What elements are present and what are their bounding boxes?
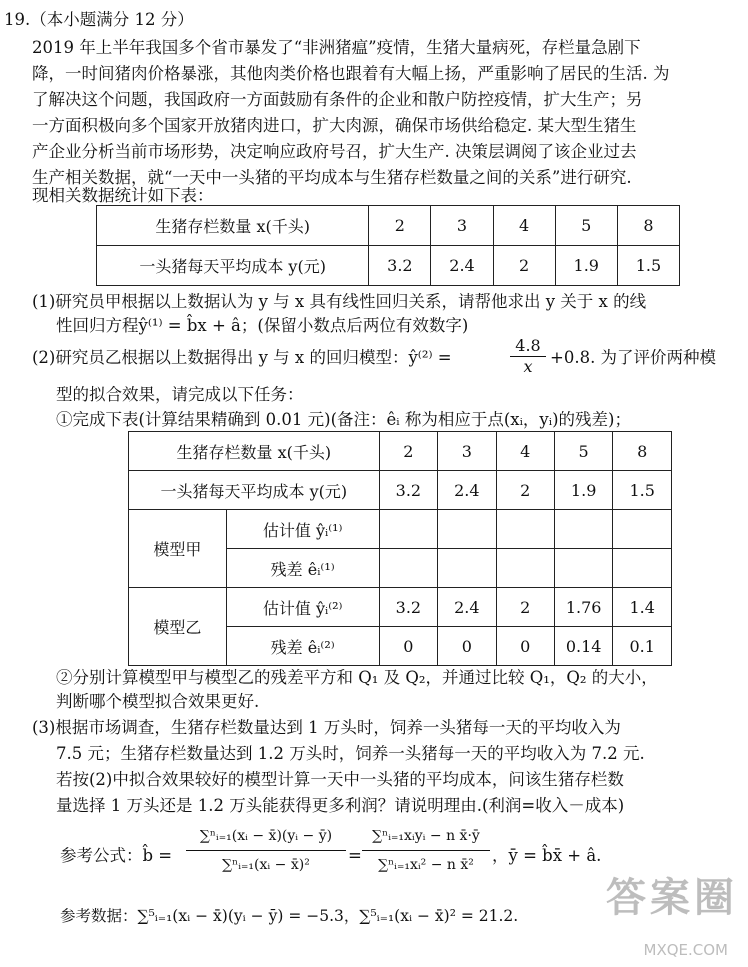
intro-line-2: 降，一时间猪肉价格暴涨，其他肉类价格也跟着有大幅上扬，严重影响了居民的生活. 为 [32, 64, 670, 83]
formula-num-1: ∑ⁿᵢ₌₁(xᵢ − x̄)(yᵢ − ȳ) [186, 822, 346, 851]
watermark-logo: 答案圈 [606, 875, 738, 921]
intro-line-3: 了解决这个问题，我国政府一方面鼓励有条件的企业和散户防控疫情，扩大生产；另 [32, 90, 643, 109]
t1-y-cell: 3.2 [369, 246, 431, 286]
t2-y-cell: 3.2 [379, 471, 437, 510]
res1-cell[interactable] [613, 549, 672, 588]
data-table-1 [96, 205, 680, 286]
t2-x-cell: 5 [554, 432, 613, 471]
t2-x-cell: 8 [613, 432, 672, 471]
q3-line-3: 若按(2)中拟合效果较好的模型计算一天中一头猪的平均成本，问该生猪存栏数 [56, 770, 624, 789]
q2-fraction-denominator: x [523, 357, 533, 376]
formula-num-2: ∑ⁿᵢ₌₁xᵢyᵢ − n x̄·ȳ [362, 822, 490, 851]
t1-x-cell: 8 [617, 206, 679, 246]
formula-equals: = [348, 846, 362, 865]
t2-y-cell: 1.9 [554, 471, 613, 510]
res2-cell: 0 [496, 627, 554, 666]
model-a-label: 模型甲 [129, 510, 227, 588]
res1-cell[interactable] [438, 549, 496, 588]
t1-x-label: 生猪存栏数量 x(千头) [97, 206, 369, 246]
est1-cell[interactable] [438, 510, 496, 549]
formula-fraction-1 [186, 822, 346, 879]
t1-x-cell: 5 [555, 206, 617, 246]
task2-line-1: ②分别计算模型甲与模型乙的残差平方和 Q₁ 及 Q₂，并通过比较 Q₁，Q₂ 的大小， [56, 668, 658, 687]
formula-tail: ，ȳ = b̂x̄ + â. [492, 846, 602, 865]
t2-y-cell: 1.5 [613, 471, 672, 510]
t2-y-cell: 2.4 [438, 471, 496, 510]
q2-line-1b: +0.8. 为了评价两种模 [550, 348, 717, 367]
q2-line-2: 型的拟合效果，请完成以下任务： [56, 385, 304, 404]
t1-y-cell: 1.9 [555, 246, 617, 286]
t1-y-label: 一头猪每天平均成本 y(元) [97, 246, 369, 286]
t1-y-cell: 2.4 [431, 246, 493, 286]
formula-den-2: ∑ⁿᵢ₌₁xᵢ² − n x̄² [378, 857, 474, 873]
intro-line-5: 产企业分析当前市场形势，决定响应政府号召，扩大生产. 决策层调阅了该企业过去 [32, 142, 637, 161]
t2-y-cell: 2 [496, 471, 554, 510]
est1-cell[interactable] [496, 510, 554, 549]
reference-data: 参考数据：∑⁵ᵢ₌₁(xᵢ − x̄)(yᵢ − ȳ) = −5.3，∑⁵ᵢ₌₁(xᵢ − x̄)² = 21.2. [60, 907, 519, 925]
res1-cell[interactable] [379, 549, 437, 588]
est1-cell[interactable] [554, 510, 613, 549]
q1-line-2: 性回归方程ŷ⁽¹⁾ = b̂x + â；(保留小数点后两位有效数字) [56, 316, 469, 335]
t1-y-cell: 2 [493, 246, 555, 286]
res1-cell[interactable] [496, 549, 554, 588]
q2-fraction [510, 336, 546, 377]
t2-x-cell: 3 [438, 432, 496, 471]
t1-x-cell: 4 [493, 206, 555, 246]
problem-header: 19.（本小题满分 12 分） [4, 10, 194, 29]
est2-cell: 1.4 [613, 588, 672, 627]
res2-cell: 0 [379, 627, 437, 666]
res2-cell: 0.1 [613, 627, 672, 666]
t2-x-cell: 4 [496, 432, 554, 471]
intro-line-6: 生产相关数据，就“一天中一头猪的平均成本与生猪存栏数量之间的关系”进行研究. [32, 168, 632, 187]
est2-cell: 2.4 [438, 588, 496, 627]
q2-task-1: ①完成下表(计算结果精确到 0.01 元)(备注：êᵢ 称为相应于点(xᵢ，yᵢ)的残差)； [56, 410, 631, 429]
est2-label: 估计值 ŷᵢ⁽²⁾ [226, 588, 379, 627]
est1-cell[interactable] [613, 510, 672, 549]
res2-cell: 0 [438, 627, 496, 666]
est2-cell: 2 [496, 588, 554, 627]
t1-x-cell: 3 [431, 206, 493, 246]
res1-label: 残差 êᵢ⁽¹⁾ [226, 549, 379, 588]
est2-cell: 1.76 [554, 588, 613, 627]
t2-x-label: 生猪存栏数量 x(千头) [129, 432, 380, 471]
intro-line-4: 一方面积极向多个国家开放猪肉进口，扩大肉源，确保市场供给稳定. 某大型生猪生 [32, 116, 637, 135]
res1-cell[interactable] [554, 549, 613, 588]
est2-cell: 3.2 [379, 588, 437, 627]
res2-cell: 0.14 [554, 627, 613, 666]
q1-line-1: (1)研究员甲根据以上数据认为 y 与 x 具有线性回归关系，请帮他求出 y 关于 x 的线 [32, 292, 647, 311]
intro-line-1: 2019 年上半年我国多个省市暴发了“非洲猪瘟”疫情，生猪大量病死，存栏量急剧下 [32, 38, 641, 57]
formula-den-1: ∑ⁿᵢ₌₁(xᵢ − x̄)² [222, 857, 310, 873]
res2-label: 残差 êᵢ⁽²⁾ [226, 627, 379, 666]
est1-label: 估计值 ŷᵢ⁽¹⁾ [226, 510, 379, 549]
intro-line-7: 现相关数据统计如下表： [32, 186, 214, 205]
q3-line-2: 7.5 元；生猪存栏数量达到 1.2 万头时，饲养一头猪每一天的平均收入为 7.2 元. [56, 744, 645, 763]
q3-line-4: 量选择 1 万头还是 1.2 万头能获得更多利润？请说明理由.(利润=收入－成本) [56, 796, 625, 815]
t2-y-label: 一头猪每天平均成本 y(元) [129, 471, 380, 510]
t1-y-cell: 1.5 [617, 246, 679, 286]
data-table-2 [128, 431, 672, 666]
q2-fraction-numerator: 4.8 [510, 336, 546, 357]
est1-cell[interactable] [379, 510, 437, 549]
formula-label: 参考公式：b̂ = [60, 846, 173, 865]
task2-line-2: 判断哪个模型拟合效果更好. [56, 692, 260, 711]
model-b-label: 模型乙 [129, 588, 227, 666]
formula-fraction-2 [362, 822, 490, 879]
t2-x-cell: 2 [379, 432, 437, 471]
t1-x-cell: 2 [369, 206, 431, 246]
q3-line-1: (3)根据市场调查，生猪存栏数量达到 1 万头时，饲养一头猪每一天的平均收入为 [32, 718, 621, 737]
q2-line-1a: (2)研究员乙根据以上数据得出 y 与 x 的回归模型：ŷ⁽²⁾ = [32, 348, 452, 367]
watermark-url: MXQE.COM [643, 941, 728, 959]
